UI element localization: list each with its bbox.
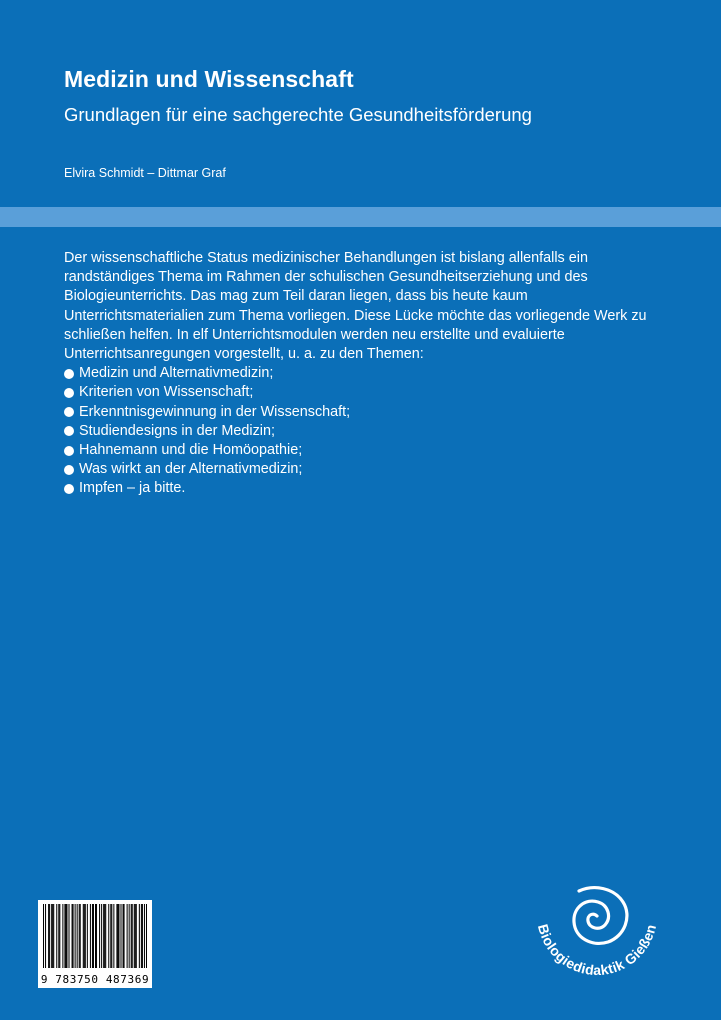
bullet-icon bbox=[64, 388, 74, 398]
topic-label: Impfen – ja bitte. bbox=[79, 480, 186, 497]
list-item bbox=[64, 479, 664, 498]
publisher-name: Biologiedidaktik Gießen bbox=[534, 922, 660, 979]
topic-label: Hahnemann und die Homöopathie; bbox=[79, 441, 303, 458]
blurb bbox=[64, 249, 664, 499]
bullet-icon bbox=[64, 465, 74, 475]
topic-label: Was wirkt an der Alternativmedizin; bbox=[79, 461, 303, 478]
svg-text:Biologiedidaktik Gießen bbox=[535, 922, 659, 978]
bullet-icon bbox=[64, 407, 74, 417]
topic-label: Medizin und Alternativmedizin; bbox=[79, 365, 274, 382]
isbn-barcode bbox=[38, 900, 152, 988]
bullet-icon bbox=[64, 369, 74, 379]
decorative-band bbox=[0, 207, 721, 227]
spiral-icon bbox=[574, 888, 627, 944]
topic-label: Studiendesigns in der Medizin; bbox=[79, 422, 275, 439]
barcode-bars bbox=[43, 904, 147, 968]
blurb-paragraph: Der wissenschaftliche Status medizinischer Behandlungen ist bislang allenfalls ein randständiges Thema im Rahmen der schulischen Gesundheitserziehung und des Biologieunterrichts. Das mag zum Teil daran liegen, dass bis heute kaum Unterrichtsmaterialien zum Thema vorliegen. Diese Lücke möchte das vorliegende Werk zu schließen helfen. In elf Unterrichtsmodulen werden neu erstellte und evaluierte Unterrichtsanregungen vorgestellt, u. a. zu den Themen: bbox=[64, 250, 647, 363]
publisher-logo bbox=[515, 865, 675, 1005]
list-item bbox=[64, 364, 664, 383]
bullet-icon bbox=[64, 426, 74, 436]
list-item bbox=[64, 403, 664, 422]
book-title: Medizin und Wissenschaft bbox=[64, 66, 354, 92]
list-item bbox=[64, 383, 664, 402]
list-item bbox=[64, 441, 664, 460]
book-subtitle: Grundlagen für eine sachgerechte Gesundheitsförderung bbox=[64, 104, 532, 125]
isbn-number: 9 783750 487369 bbox=[40, 973, 150, 986]
topic-label: Kriterien von Wissenschaft; bbox=[79, 384, 254, 401]
topic-label: Erkenntnisgewinnung in der Wissenschaft; bbox=[79, 403, 351, 420]
topic-list bbox=[64, 364, 664, 498]
bullet-icon bbox=[64, 446, 74, 456]
book-authors: Elvira Schmidt – Dittmar Graf bbox=[64, 166, 226, 180]
bullet-icon bbox=[64, 484, 74, 494]
list-item bbox=[64, 422, 664, 441]
list-item bbox=[64, 460, 664, 479]
